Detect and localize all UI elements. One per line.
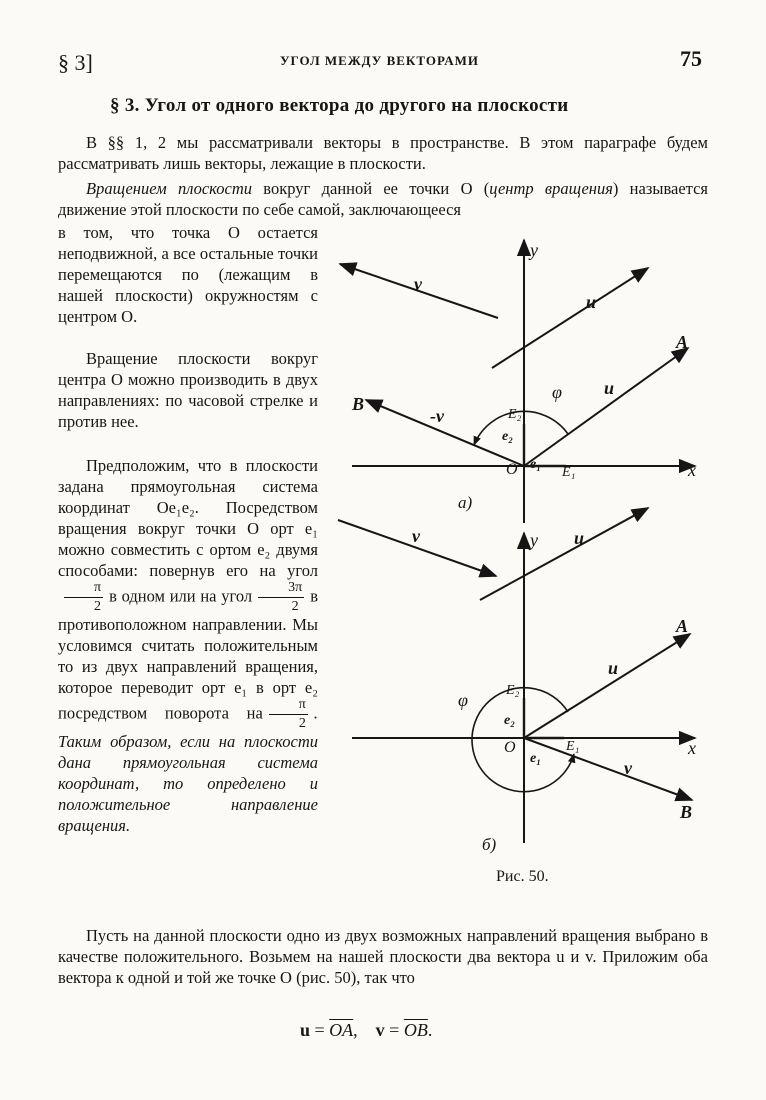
formula-end: . xyxy=(427,1020,433,1040)
fraction-pi-over-2-b xyxy=(269,698,308,731)
label-E2-a: E₂ xyxy=(508,407,522,422)
fraction-numerator: π xyxy=(64,581,103,598)
sublabel-b: б) xyxy=(482,835,497,854)
label-e1-a: e₁ xyxy=(530,457,542,472)
formula-sep: , xyxy=(353,1020,376,1040)
vector-OA-a xyxy=(524,348,688,466)
vector-OA-b xyxy=(524,634,690,738)
formula-u: u xyxy=(300,1020,311,1040)
running-header-title: УГОЛ МЕЖДУ ВЕКТОРАМИ xyxy=(280,53,480,68)
label-A-a: A xyxy=(676,332,689,352)
fraction-denominator: 2 xyxy=(291,599,299,614)
definition-text-1: вокруг данной ее точки O ( xyxy=(252,179,490,198)
free-vector-u-b xyxy=(480,508,648,600)
label-e1-b: e₁ xyxy=(530,751,542,766)
label-E1-a: E₁ xyxy=(562,465,576,480)
label-free-v-b: v xyxy=(412,526,420,546)
col3-text-c: в противоположном направлении. Мы условимся считать положительным то из двух направлений вращения, которое переводит орт e₁ в орт e₂ посредством поворота на xyxy=(58,586,318,723)
figure-caption: Рис. 50. xyxy=(496,868,549,885)
label-origin-b: O xyxy=(504,739,516,756)
formula-eq-1: = xyxy=(310,1020,330,1040)
column-paragraph-3 xyxy=(58,455,318,836)
label-phi-b: φ xyxy=(458,690,468,710)
label-v-on-OB-b: v xyxy=(624,758,632,778)
free-vector-u-a xyxy=(492,268,648,368)
label-y-b: y xyxy=(530,530,538,550)
label-E2-b: E₂ xyxy=(506,683,520,698)
fraction-numerator: 3π xyxy=(258,581,304,598)
fraction-pi-over-2 xyxy=(64,581,103,614)
figure-50 xyxy=(330,228,720,878)
formula-OB: $\overline{OB}$ xyxy=(403,1020,428,1040)
fraction-3pi-over-2 xyxy=(258,581,304,614)
intro-paragraph: В §§ 1, 2 мы рассматривали векторы в пространстве. В этом параграфе будем рассматривать лишь векторы, лежащие в плоскости. xyxy=(58,133,708,173)
fraction-denominator: 2 xyxy=(94,599,102,614)
diagram-b xyxy=(338,508,695,843)
column-paragraph-2: Вращение плоскости вокруг центра O можно производить в двух направлениях: по часовой стрелке и против нее. xyxy=(58,349,318,431)
col3-text-a: Предположим, что в плоскости задана прямоугольная система координат Oe₁e₂. Посредством вращения вокруг точки O орт e₁ можно совместить с ортом e₂ двумя способами: повернув его на угол xyxy=(58,456,318,580)
label-free-v-a: v xyxy=(414,274,422,294)
label-B-a: B xyxy=(352,394,365,414)
label-E1-b: E₁ xyxy=(566,739,580,754)
sublabel-a: а) xyxy=(458,493,473,512)
formula-eq-2: = xyxy=(384,1020,404,1040)
label-x-b: x xyxy=(688,738,696,758)
label-u-on-OA-b: u xyxy=(608,658,619,678)
section-title: § 3. Угол от одного вектора до другого на плоскости xyxy=(110,95,569,116)
label-y-a: y xyxy=(530,240,538,260)
label-origin-a: O xyxy=(506,461,518,478)
label-free-u-a: u xyxy=(586,292,597,312)
label-x-a: x xyxy=(688,460,696,480)
final-paragraph: Пусть на данной плоскости одно из двух возможных направлений вращения выбрано в качестве положительного. Возьмем на нашей плоскости два вектора u и v. Приложим оба вектора к одной и той же точке O (рис. 50), так что xyxy=(58,926,708,987)
label-u-on-OA-a: u xyxy=(604,378,615,398)
diagram-b-labels xyxy=(412,526,696,854)
formula-OA: $\overline{OA}$ xyxy=(329,1020,354,1040)
rotation-definition xyxy=(58,178,708,220)
vector-OB-a xyxy=(366,400,524,466)
term-rotation: Вращением плоскости xyxy=(86,179,252,198)
col3-text-d: . Таким образом, если на плоскости дана прямоугольная система координат, то определено и положительное направление вращения. xyxy=(58,703,318,835)
label-B-b: B xyxy=(680,802,693,822)
col3-text-b: в одном или на угол xyxy=(109,586,253,606)
formula-v: v xyxy=(375,1020,385,1040)
diagram-a xyxy=(340,240,695,523)
fraction-denominator: 2 xyxy=(298,716,306,731)
definition-text-2: ) называется движение этой плоскости по себе самой, заключающееся xyxy=(58,179,708,219)
page-number: 75 xyxy=(680,46,702,71)
label-phi-a: φ xyxy=(552,382,562,402)
label-A-b: A xyxy=(676,616,689,636)
term-center: центр вращения xyxy=(489,179,613,198)
vector-OB-b xyxy=(524,738,692,800)
column-paragraph-1: в том, что точка O остается неподвижной, а все остальные точки перемещаются по (лежащим в нашей плоскости) окружностям с центром O. xyxy=(58,223,318,326)
label-v-on-OB-a: -v xyxy=(430,406,444,426)
fraction-numerator: π xyxy=(269,698,308,715)
label-e2-b: e₂ xyxy=(504,713,516,728)
running-header-section: § 3] xyxy=(58,50,93,75)
formula xyxy=(300,1020,432,1041)
label-e2-a: e₂ xyxy=(502,429,514,444)
label-free-u-b: u xyxy=(574,528,585,548)
